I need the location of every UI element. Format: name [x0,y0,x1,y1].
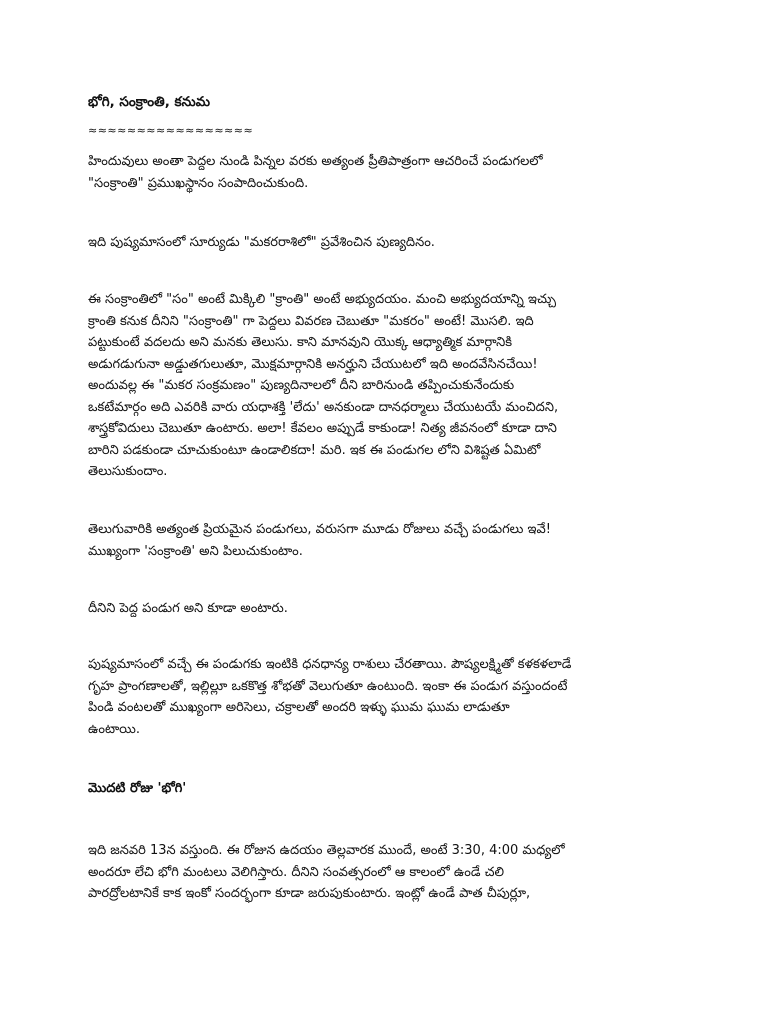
paragraph-line: ఈ సంక్రాంతిలో "సం" అంటే మిక్కిలి "క్రాంతి" అంటే అభ్యుదయం. మంచి అభ్యుదయాన్ని ఇచ్చు [88,292,557,307]
paragraph-line: అందువల్ల ఈ "మకర సంక్రమణం" పుణ్యదినాలలో దీని బారినుండి తప్పించుకునేందుకు [88,378,515,393]
paragraph-4 [88,519,688,562]
section-heading: మొదటి రోజు 'భోగి' [88,781,187,796]
paragraph-line: ఒకటేమార్గం అది ఎవరికి వారు యధాశక్తి 'లేదు' అనకుండా దానధర్మాలు చేయుటయే మంచిదని, [88,399,559,415]
paragraph-line: ఉంటాయి. [88,721,141,737]
paragraph-line: హిందువులు అంతా పెద్దల నుండి పిన్నల వరకు అత్యంత ప్రీతిపాత్రంగా ఆచరించే పండుగలలో [88,154,543,169]
paragraph-line: పట్టుకుంటే వదలదు అని మనకు తెలుసు. కాని మానవుని యొక్క ఆధ్యాత్మిక మార్గానికి [88,335,513,350]
paragraph-6 [88,654,688,740]
paragraph-line: గృహ ప్రాంగణాలతో, ఇల్లిల్లూ ఒకకొత్త శోభతో వెలుగుతూ ఉంటుంది. ఇంకా ఈ పండుగ వస్తుందంటే [88,678,568,694]
paragraph-line: అందరూ లేచి భోగి మంటలు వెలిగిస్తారు. దీనిని సంవత్సరంలో ఆ కాలంలో ఉండే చలి [88,864,505,880]
paragraph-line: పుష్యమాసంలో వచ్చే ఈ పండుగకు ఇంటికి ధనధాన్య రాశులు చేరతాయి. పౌష్యలక్ష్మితో కళకళలాడే [88,657,572,672]
paragraph-2 [88,232,688,254]
paragraph-line: పిండి వంటలతో ముఖ్యంగా అరిసెలు, చక్రాలతో అందరి ఇళ్ళు ఘుమ ఘుమ లాడుతూ [88,700,510,715]
paragraph-line: ఇది జనవరి 13న వస్తుంది. ఈ రోజున ఉదయం తెల్లవారక ముందే, అంటే 3:30, 4:00 మధ్యలో [88,843,565,858]
paragraph-line: ఇది పుష్యమాసంలో సూర్యుడు "మకరరాశిలో" ప్రవేశించిన పుణ్యదినం. [88,235,435,250]
paragraph-line: పారద్రోలటానికే కాక ఇంకో సందర్భంగా కూడా జరుపుకుంటారు. ఇంట్లో ఉండే పాత చీపుర్లూ, [88,886,531,901]
paragraph-5 [88,598,688,620]
paragraph-3 [88,289,688,483]
paragraph-line: తెలుగువారికి అత్యంత ప్రియమైన పండుగలు, వరుసగా మూడు రోజులు వచ్చే పండుగలు ఇవే! [88,522,551,537]
title-separator: ≈≈≈≈≈≈≈≈≈≈≈≈≈≈≈≈≈ [88,124,254,137]
paragraph-line: బారిని పడకుండా చూచుకుంటూ ఉండాలికదా! మరి. ఇక ఈ పండుగల లోని విశిష్టత ఏమిటో [88,442,541,458]
paragraph-line: దీనిని పెద్ద పండుగ అని కూడా అంటారు. [88,601,288,616]
paragraph-7 [88,840,688,905]
paragraph-line: తెలుసుకుందాం. [88,464,168,479]
paragraph-line: అడుగడుగునా అడ్డుతగులుతూ, మొక్షమార్గానికి అనర్హుని చేయుటలో ఇది అందవేసినచేయి! [88,356,538,372]
paragraph-line: "సంక్రాంతి" ప్రముఖస్థానం సంపాదించుకుంది. [88,175,309,191]
paragraph-1 [88,151,688,194]
document-title: భోగి, సంక్రాంతి, కనుమ [88,94,211,110]
paragraph-line: శాస్త్రకోవిదులు చెబుతూ ఉంటారు. అలా! కేవలం అప్పుడే కాకుండా! నిత్య జీవనంలో కూడా దాని [88,421,557,436]
paragraph-line: క్రాంతి కనుక దీనిని "సంక్రాంతి" గా పెద్దలు వివరణ చెబుతూ "మకరం" అంటే! మొసలి. ఇది [88,313,534,329]
paragraph-line: ముఖ్యంగా 'సంక్రాంతి' అని పిలుచుకుంటాం. [88,543,303,559]
